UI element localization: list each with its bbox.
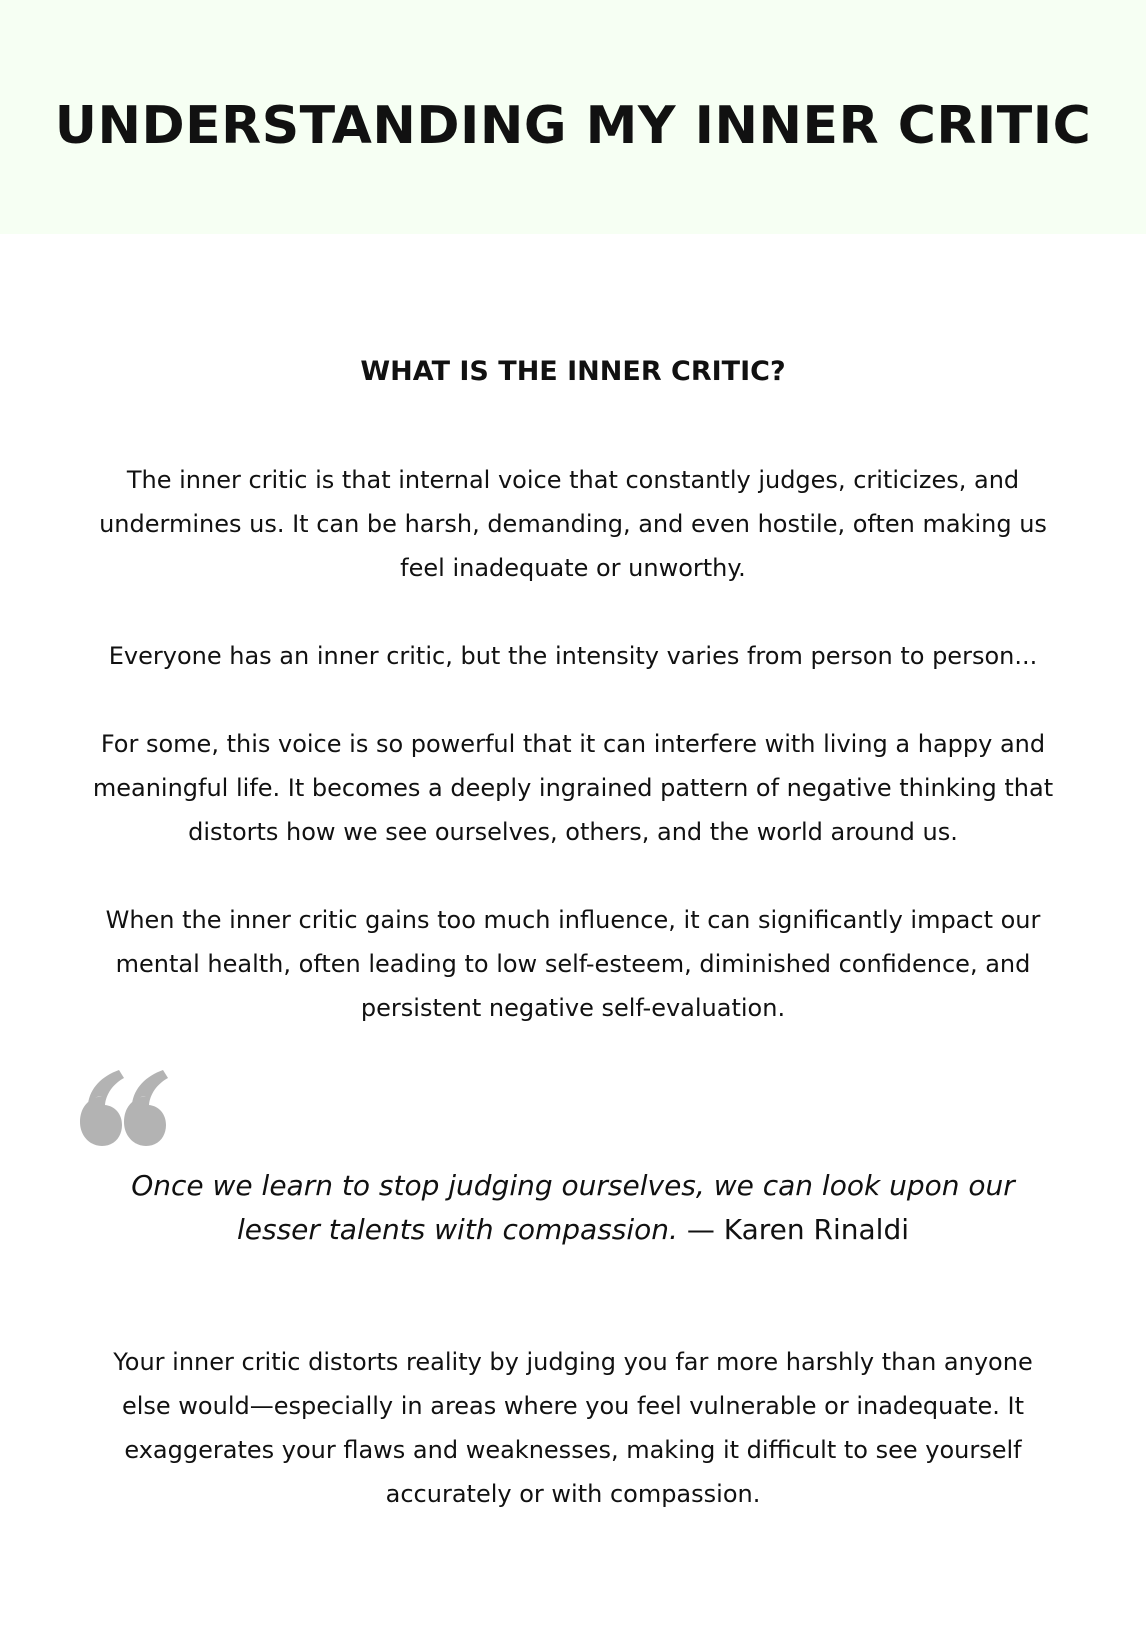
paragraph-everyone: Everyone has an inner critic, but the intensity varies from person to person... [108, 642, 1038, 670]
page-title: UNDERSTANDING MY INNER CRITIC [54, 96, 1092, 156]
paragraph-closing: Your inner critic distorts reality by judging you far more harshly than anyone else would—especially in areas where you feel vulnerable or inadequate. It exaggerates your flaws and weaknesses, making it difficult to see yourself accurately or with compassion. [113, 1348, 1033, 1508]
quote-text: Once we learn to stop judging ourselves, we can look upon our lesser talents with compassion. [131, 1169, 1015, 1246]
paragraph-definition: The inner critic is that internal voice that constantly judges, criticizes, and undermines us. It can be harsh, demanding, and even hostile, often making us feel inadequate or unworthy. [99, 466, 1047, 582]
quote-mark-icon [78, 1060, 168, 1150]
quote [110, 1164, 1036, 1252]
paragraph-for-some: For some, this voice is so powerful that it can interfere with living a happy and meaningful life. It becomes a deeply ingrained pattern of negative thinking that distorts how we see ourselves, others, and the world around us. [92, 730, 1054, 846]
section-heading: WHAT IS THE INNER CRITIC? [360, 356, 786, 387]
quote-author: — Karen Rinaldi [677, 1213, 910, 1246]
paragraph-influence: When the inner critic gains too much influence, it can significantly impact our mental health, often leading to low self-esteem, diminished confidence, and persistent negative self-evaluation. [105, 906, 1041, 1022]
